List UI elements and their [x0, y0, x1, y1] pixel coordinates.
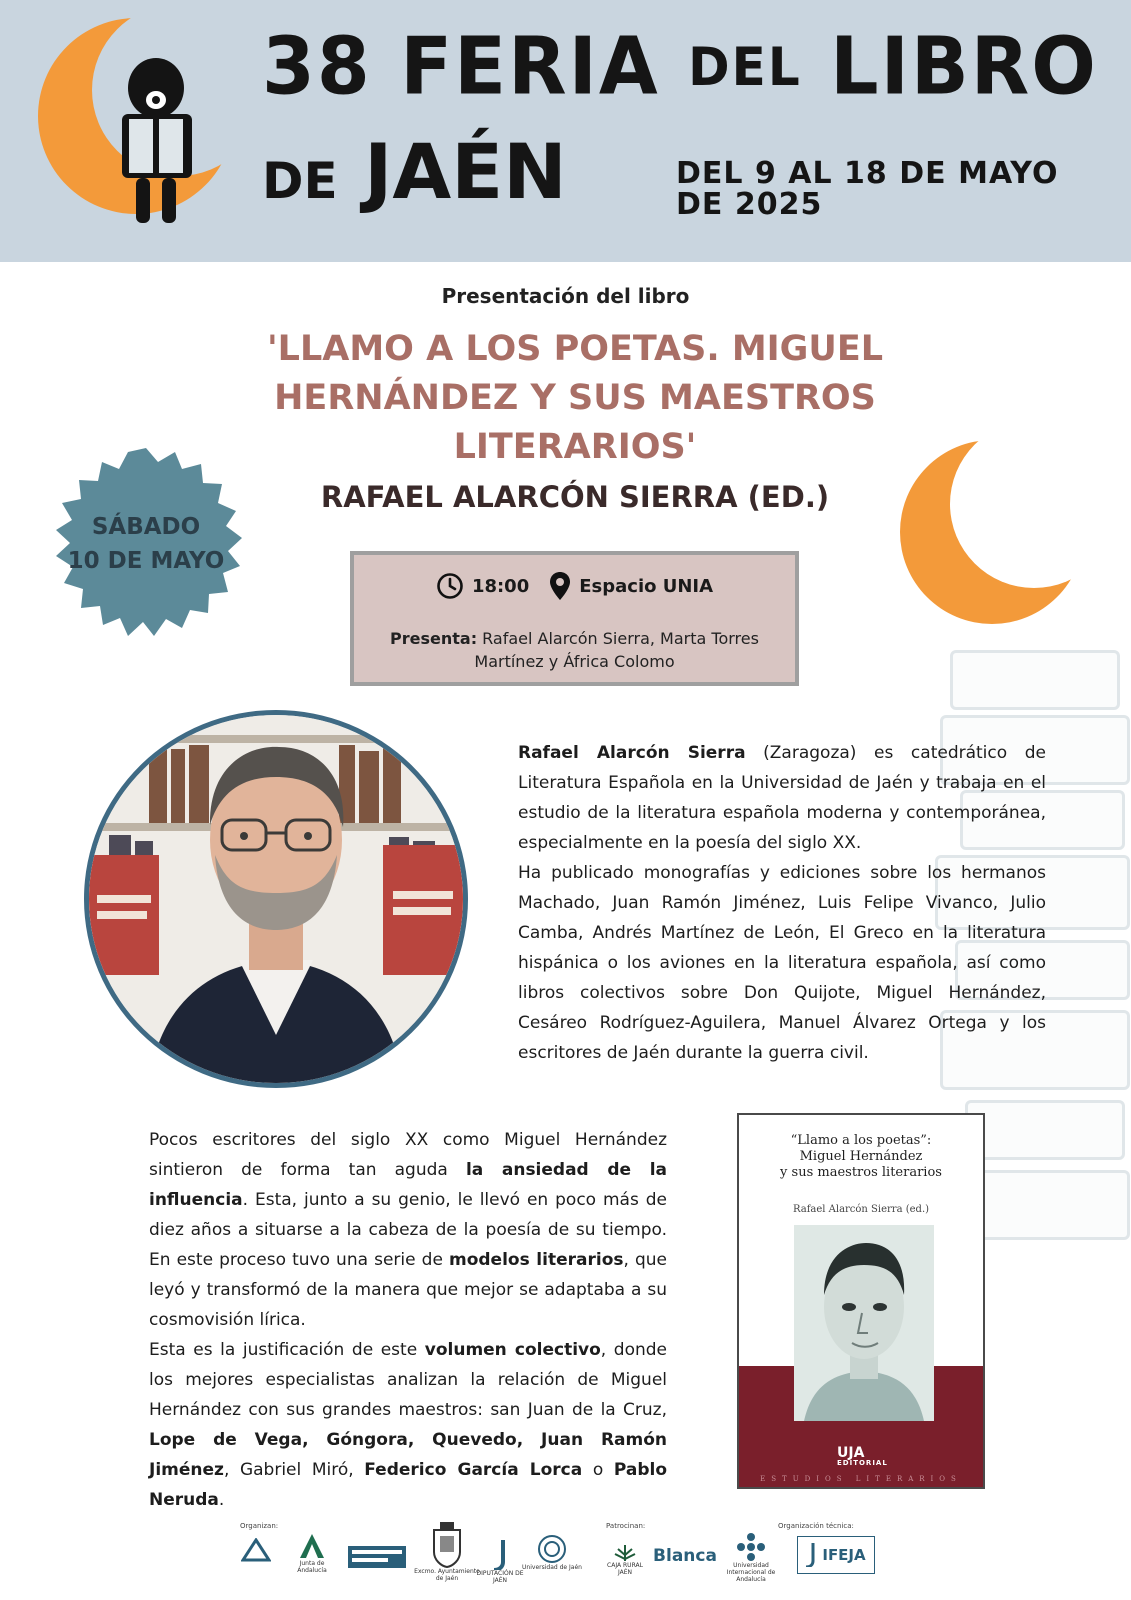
book-cover: [737, 1113, 985, 1489]
event-place: Espacio UNIA: [579, 575, 714, 597]
organizers-label: Organizan:: [240, 1522, 279, 1530]
unia-logo-icon: [736, 1532, 766, 1562]
moon-reader-logo-icon: [28, 18, 228, 233]
logo-diputacion-jaen: DIPUTACIÓN DE JAÉN: [470, 1540, 530, 1584]
patronato-logo-icon: [241, 1538, 271, 1562]
cover-title: “Llamo a los poetas”: Miguel Hernández y sus maestros literarios: [780, 1133, 942, 1180]
book-editor: RAFAEL ALARCÓN SIERRA (ED.): [320, 480, 830, 514]
clock-icon: [436, 572, 464, 600]
sponsors-label: Patrocinan:: [606, 1522, 646, 1530]
cover-portrait-illustration: [794, 1225, 934, 1421]
logo-ifeja: IFEJA: [780, 1536, 892, 1574]
event-info-box: [350, 551, 799, 686]
cover-series: ESTUDIOS LITERARIOS: [760, 1475, 962, 1483]
book-description: Pocos escritores del siglo XX como Miguel Hernández sintieron de forma tan aguda la ansiedad de la influencia. Esta, junto a su genio, le llevó en poco más de diez años a situarse a la cabeza de la poesía de su tiempo. En este proceso tuvo una serie de modelos literarios, que leyó y transformó de la manera que mejor se adaptaba a su cosmovisión lírica. Esta es la justificación de este volumen colectivo, donde los mejores especialistas analizan la relación de Miguel Hernández con sus grandes maestros: san Juan de la Cruz, Lope de Vega, Góngora, Quevedo, Juan Ramón Jiménez, Gabriel Miró, Federico García Lorca o Pablo Neruda.: [149, 1130, 668, 1510]
logo-patronato-cultura: [348, 1546, 406, 1568]
logo-caja-rural: CAJA RURAL JAÉN: [600, 1544, 650, 1576]
logo-universidad-jaen: Universidad de Jaén: [520, 1534, 584, 1571]
event-date: SÁBADO 10 DE MAYO: [67, 514, 225, 574]
logo-blanca: Blanca: [653, 1546, 717, 1566]
fair-dates: DEL 9 AL 18 DE MAYO DE 2025: [676, 156, 1059, 222]
event-header-banner: [0, 0, 1131, 262]
event-time: 18:00: [471, 575, 530, 597]
fair-title-line-1: 38 FERIA DEL LIBRO: [262, 18, 1098, 113]
logo-unia: Universidad Internacional de Andalucía: [720, 1532, 782, 1583]
cover-author: Rafael Alarcón Sierra (ed.): [792, 1204, 930, 1215]
book-title: 'LLAMO A LOS POETAS. MIGUEL HERNÁNDEZ Y SUS MAESTROS LITERARIOS': [266, 329, 884, 467]
location-pin-icon: [549, 571, 571, 601]
logo-ayuntamiento-jaen: Excmo. Ayuntamiento de Jaén: [412, 1522, 482, 1582]
technical-organization-label: Organización técnica:: [778, 1522, 854, 1530]
cover-publisher-logo: UJA EDITORIAL: [837, 1445, 888, 1467]
fair-title-line-2: DE JAÉN: [262, 127, 567, 216]
author-photo: [84, 710, 468, 1088]
caja-rural-logo-icon: [612, 1544, 638, 1562]
event-type-label: Presentación del libro: [441, 284, 690, 308]
diputacion-small-logo-icon: [806, 1543, 816, 1567]
logo-junta-andalucia: Junta de Andalucía: [284, 1532, 340, 1574]
author-biography: Rafael Alarcón Sierra (Zaragoza) es catedrático de Literatura Española en la Universidad de Jaén y trabaja en el estudio de la literatura española moderna y contemporánea, especialmente en la poesía del siglo XX. Ha publicado monografías y ediciones sobre los hermanos Machado, Juan Ramón Jiménez, Luis Felipe Vivanco, Julio Camba, Andrés Martínez de León, El Greco en la literatura hispánica o los aviones en la literatura española, así como libros colectivos sobre Don Quijote, Miguel Hernández, Cesáreo Rodríguez-Aguilera, Manuel Álvarez Ortega y los escritores de Jaén durante la guerra civil.: [518, 743, 1047, 1063]
ayuntamiento-crest-icon: [431, 1522, 463, 1568]
patronato-cultura-logo-icon: [348, 1546, 406, 1568]
logo-patronato: [232, 1538, 280, 1562]
diputacion-logo-icon: [493, 1540, 507, 1570]
crescent-moon-icon: [894, 432, 1084, 632]
presenters: Presenta: Rafael Alarcón Sierra, Marta Torres Martínez y África Colomo: [390, 629, 759, 671]
universidad-jaen-seal-icon: [537, 1534, 567, 1564]
sponsors-footer: [0, 1512, 1131, 1600]
junta-andalucia-logo-icon: [298, 1532, 326, 1560]
